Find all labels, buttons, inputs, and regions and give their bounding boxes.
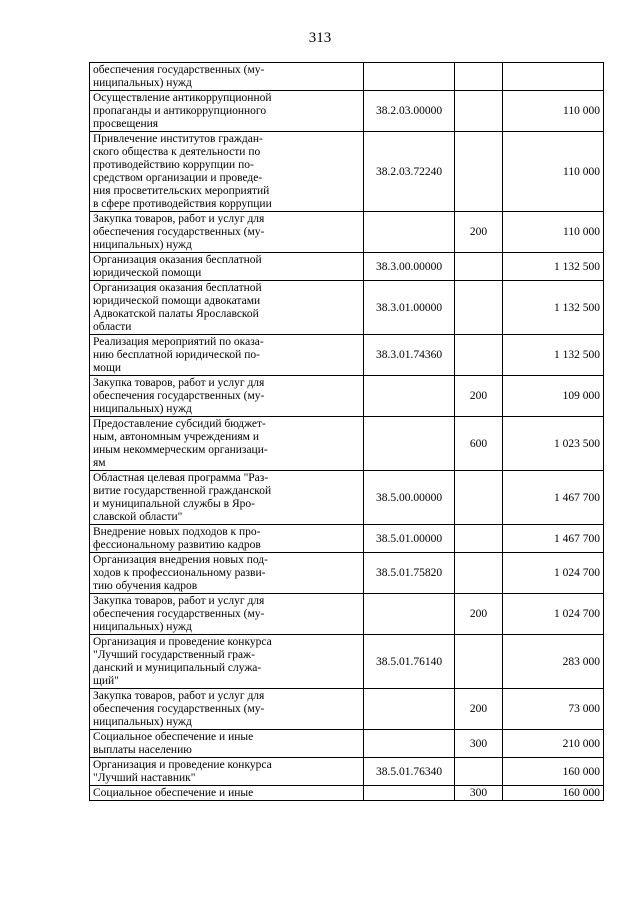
table-row (90, 253, 604, 281)
row-name: Закупка товаров, работ и услуг для обеспечения государственных (му- ниципальных) нужд (90, 212, 364, 253)
row-expense-type: 200 (455, 212, 503, 253)
row-name: Предоставление субсидий бюджет- ным, автономным учреждениям и иным некоммерческим организаци- ям (90, 417, 364, 471)
row-expense-type (455, 758, 503, 786)
row-expense-type (455, 525, 503, 553)
row-code (364, 689, 455, 730)
row-expense-type: 600 (455, 417, 503, 471)
row-name: Областная целевая программа "Раз- витие государственной гражданской и муниципальной службы в Яро- славской области" (90, 471, 364, 525)
row-name: Осуществление антикоррупционной пропаганды и антикоррупционного просвещения (90, 91, 364, 132)
row-name: Организация и проведение конкурса "Лучший государственный граж- данский и муниципальный служа- щий" (90, 635, 364, 689)
row-amount: 110 000 (503, 212, 604, 253)
row-code: 38.2.03.72240 (364, 132, 455, 212)
row-code (364, 786, 455, 801)
table-row (90, 376, 604, 417)
row-code: 38.2.03.00000 (364, 91, 455, 132)
row-amount: 110 000 (503, 91, 604, 132)
row-code: 38.5.01.00000 (364, 525, 455, 553)
table-row (90, 471, 604, 525)
row-name: Организация внедрения новых под- ходов к профессиональному разви- тию обучения кадров (90, 553, 364, 594)
row-code: 38.5.01.76140 (364, 635, 455, 689)
row-code (364, 376, 455, 417)
row-amount: 1 132 500 (503, 253, 604, 281)
table-row (90, 212, 604, 253)
budget-table (89, 62, 604, 801)
table-row (90, 63, 604, 91)
table-row (90, 689, 604, 730)
row-code (364, 212, 455, 253)
table-row (90, 525, 604, 553)
table-body (90, 63, 604, 801)
row-amount: 210 000 (503, 730, 604, 758)
row-name: Социальное обеспечение и иные выплаты населению (90, 730, 364, 758)
table-row (90, 635, 604, 689)
row-expense-type (455, 553, 503, 594)
row-code: 38.3.01.00000 (364, 281, 455, 335)
row-name: Привлечение институтов граждан- ского общества к деятельности по противодействию коррупции по- средством организации и проведе- ния просветительских мероприятий в сфере противодействия коррупции (90, 132, 364, 212)
row-amount: 110 000 (503, 132, 604, 212)
row-code (364, 63, 455, 91)
row-name: Закупка товаров, работ и услуг для обеспечения государственных (му- ниципальных) нужд (90, 594, 364, 635)
row-code: 38.5.00.00000 (364, 471, 455, 525)
row-code: 38.5.01.75820 (364, 553, 455, 594)
row-expense-type (455, 281, 503, 335)
row-amount: 1 467 700 (503, 525, 604, 553)
row-name: Организация оказания бесплатной юридической помощи адвокатами Адвокатской палаты Ярославской области (90, 281, 364, 335)
row-code: 38.3.00.00000 (364, 253, 455, 281)
row-name: Организация оказания бесплатной юридической помощи (90, 253, 364, 281)
table-row (90, 281, 604, 335)
row-amount: 109 000 (503, 376, 604, 417)
row-expense-type (455, 635, 503, 689)
table-row (90, 786, 604, 801)
row-code (364, 594, 455, 635)
row-name: Закупка товаров, работ и услуг для обеспечения государственных (му- ниципальных) нужд (90, 376, 364, 417)
table-row (90, 91, 604, 132)
row-expense-type (455, 63, 503, 91)
row-expense-type (455, 132, 503, 212)
row-expense-type: 200 (455, 594, 503, 635)
row-amount: 1 132 500 (503, 335, 604, 376)
row-amount: 160 000 (503, 786, 604, 801)
row-amount: 283 000 (503, 635, 604, 689)
table-row (90, 730, 604, 758)
row-code (364, 417, 455, 471)
row-amount: 1 132 500 (503, 281, 604, 335)
row-name: Реализация мероприятий по оказа- нию бесплатной юридической по- мощи (90, 335, 364, 376)
row-amount: 1 467 700 (503, 471, 604, 525)
table-row (90, 132, 604, 212)
row-name: Организация и проведение конкурса "Лучший наставник" (90, 758, 364, 786)
row-amount: 1 024 700 (503, 553, 604, 594)
row-name: Социальное обеспечение и иные (90, 786, 364, 801)
row-name: Внедрение новых подходов к про- фессиональному развитию кадров (90, 525, 364, 553)
row-amount: 160 000 (503, 758, 604, 786)
row-name: Закупка товаров, работ и услуг для обеспечения государственных (му- ниципальных) нужд (90, 689, 364, 730)
page-number: 313 (308, 30, 332, 46)
row-expense-type: 200 (455, 376, 503, 417)
table-row (90, 553, 604, 594)
row-name: обеспечения государственных (му- ниципальных) нужд (90, 63, 364, 91)
row-amount: 73 000 (503, 689, 604, 730)
table-row (90, 594, 604, 635)
row-expense-type: 300 (455, 730, 503, 758)
table-row (90, 335, 604, 376)
row-amount: 1 023 500 (503, 417, 604, 471)
row-expense-type (455, 253, 503, 281)
table-row (90, 758, 604, 786)
row-expense-type (455, 335, 503, 376)
row-code: 38.5.01.76340 (364, 758, 455, 786)
table-row (90, 417, 604, 471)
row-expense-type (455, 471, 503, 525)
row-code (364, 730, 455, 758)
row-code: 38.3.01.74360 (364, 335, 455, 376)
row-expense-type (455, 91, 503, 132)
row-expense-type: 300 (455, 786, 503, 801)
row-expense-type: 200 (455, 689, 503, 730)
row-amount (503, 63, 604, 91)
row-amount: 1 024 700 (503, 594, 604, 635)
